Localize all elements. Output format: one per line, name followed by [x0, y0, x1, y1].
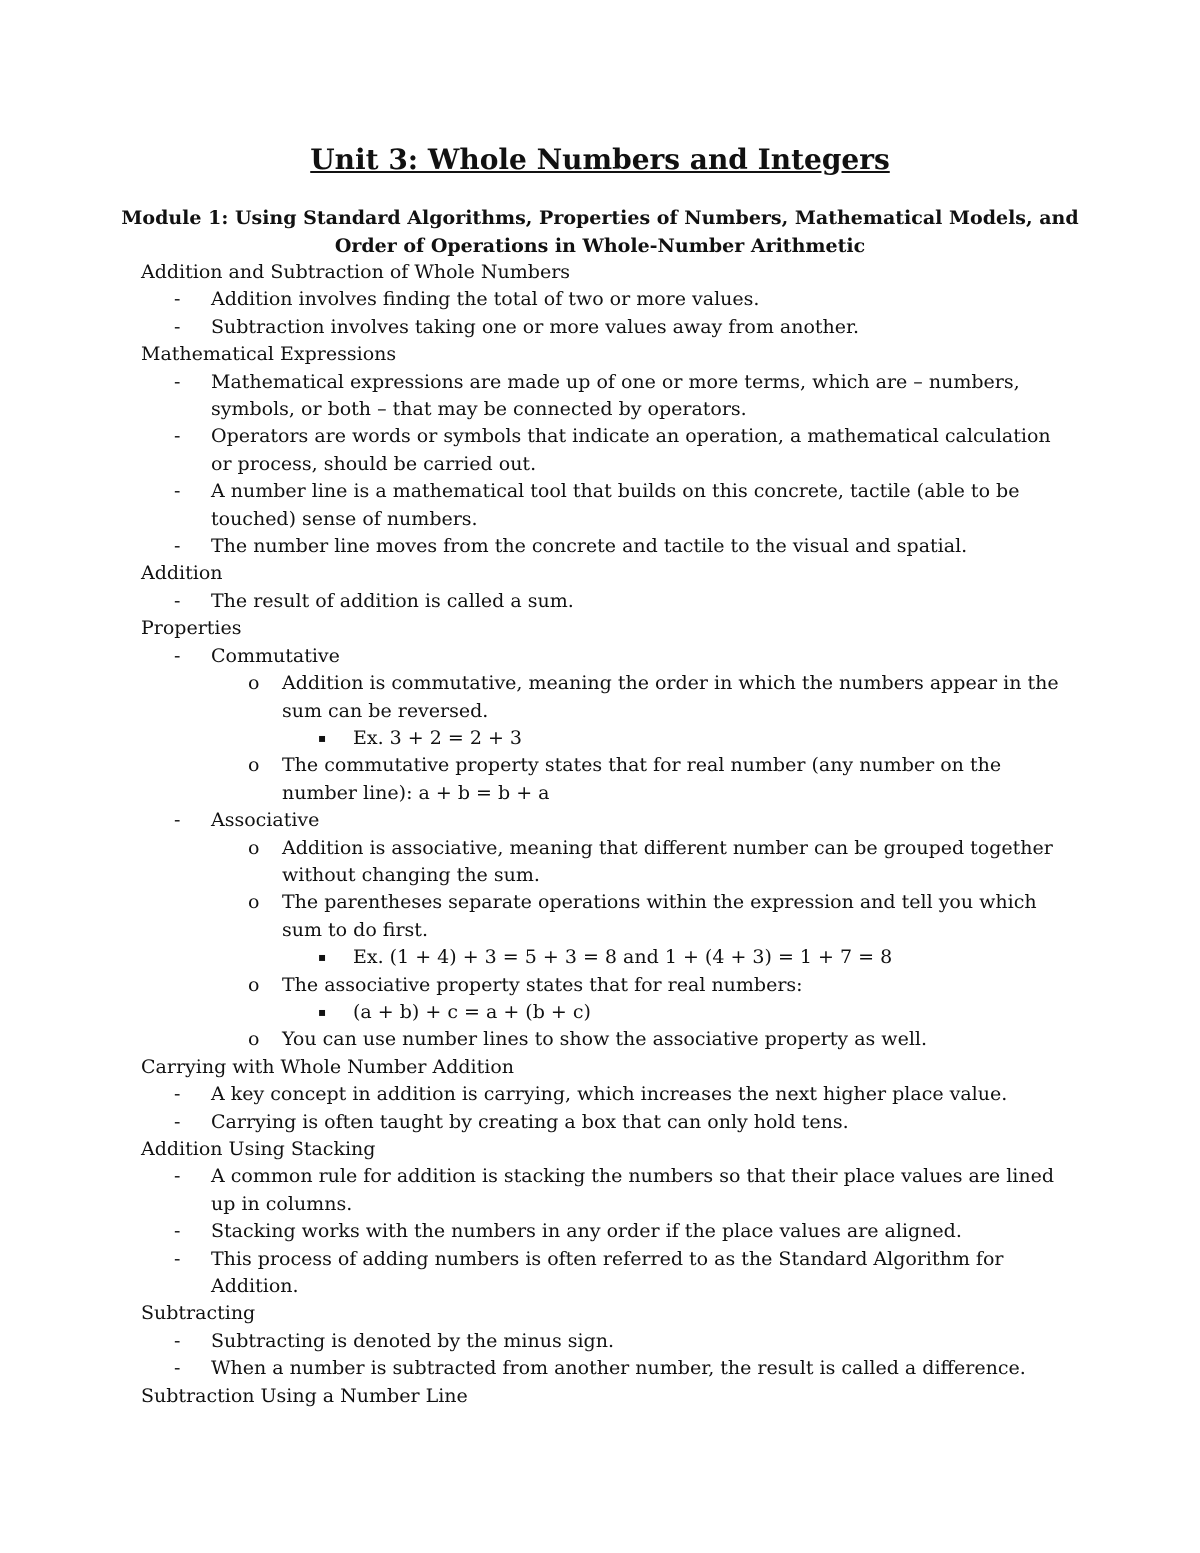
circle-bullet: o	[248, 836, 260, 859]
section-heading-expressions: Mathematical Expressions	[141, 343, 397, 366]
dash-bullet: -	[174, 589, 181, 612]
properties-list	[141, 643, 1071, 1054]
dash-bullet: -	[174, 1083, 181, 1106]
dash-bullet: -	[174, 809, 181, 832]
list-item: - When a number is subtracted from another number, the result is called a difference.	[141, 1355, 1071, 1382]
dash-bullet: -	[174, 1110, 181, 1133]
notes-body	[141, 259, 1071, 1410]
section-heading-addition: Addition	[141, 562, 223, 585]
dash-bullet: -	[174, 1220, 181, 1243]
sub-list-item: o The associative property states that for real numbers: ▪ (a + b) + c = a + (b + c)	[211, 972, 1071, 1027]
circle-bullet: o	[248, 754, 260, 777]
dash-bullet: -	[174, 370, 181, 393]
list-item: - Mathematical expressions are made up of one or more terms, which are – numbers, symbols, or both – that may be connected by operators.	[174, 370, 1020, 421]
sub-list-item: o The commutative property states that for real number (any number on the number line): a + b = b + a	[248, 754, 1002, 804]
list-item: - This process of adding numbers is often referred to as the Standard Algorithm for Addition.	[174, 1247, 1004, 1298]
list-item: - Subtracting is denoted by the minus sign.	[141, 1328, 1071, 1355]
stacking-list	[141, 1163, 1071, 1300]
list-item: - Carrying is often taught by creating a box that can only hold tens.	[141, 1109, 1071, 1136]
sub-list-item: o The parentheses separate operations within the expression and tell you which sum to do first. ▪ Ex. (1 + 4) + 3 = 5 + 3 = 8 and 1 + (4 + 3) = 1 + 7 = 8	[211, 889, 1071, 971]
list-item: - The result of addition is called a sum.	[141, 588, 1071, 615]
circle-bullet: o	[248, 672, 260, 695]
section-heading-subtracting: Subtracting	[141, 1302, 256, 1325]
module-heading	[120, 204, 1080, 260]
commutative-sublist	[211, 670, 1071, 807]
dash-bullet: -	[174, 1247, 181, 1270]
sub-list-item: o Addition is associative, meaning that different number can be grouped together without changing the sum.	[248, 836, 1053, 886]
expressions-list	[141, 369, 1071, 561]
list-item: - Operators are words or symbols that indicate an operation, a mathematical calculation or process, should be carried out.	[174, 425, 1051, 475]
module-heading-line-1: Module 1: Using Standard Algorithms, Properties of Numbers, Mathematical Models, and	[121, 207, 1079, 229]
list-item: - A common rule for addition is stacking the numbers so that their place values are lined up in columns.	[174, 1165, 1055, 1215]
square-bullet: ▪	[318, 950, 327, 965]
example-item: ▪ Ex. 3 + 2 = 2 + 3	[282, 725, 1071, 752]
circle-bullet: o	[248, 1028, 260, 1051]
dash-bullet: -	[174, 288, 181, 311]
carrying-list	[141, 1081, 1071, 1136]
square-bullet: ▪	[318, 730, 327, 745]
sub-list-item: o Addition is commutative, meaning the order in which the numbers appear in the sum can be reversed. ▪ Ex. 3 + 2 = 2 + 3	[211, 670, 1071, 752]
list-item: - A number line is a mathematical tool that builds on this concrete, tactile (able to be touched) sense of numbers.	[174, 480, 1020, 530]
circle-bullet: o	[248, 891, 260, 914]
dash-bullet: -	[174, 1165, 181, 1188]
dash-bullet: -	[174, 315, 181, 338]
module-heading-line-2: Order of Operations in Whole-Number Arithmetic	[334, 235, 866, 257]
list-item-associative: - Associative o Addition is associative, meaning that different number can be grouped together without changing the sum. o The parentheses separate operations within the expression and tell you which sum to do first. ▪ Ex. (1 + 4) + 3 = 5 + 3 = 8 and 1 + (4 + 3) = 1 + 7 = 8 o The associative property states that for real numbers: ▪ (a + b) + c = a + (b + c) o You can use number lines to show the associative property as well.	[141, 807, 1071, 1054]
section-heading-properties: Properties	[141, 617, 242, 640]
list-item: - A key concept in addition is carrying, which increases the next higher place value.	[141, 1081, 1071, 1108]
circle-bullet: o	[248, 973, 260, 996]
example-item: ▪ Ex. (1 + 4) + 3 = 5 + 3 = 8 and 1 + (4 + 3) = 1 + 7 = 8	[282, 944, 1071, 971]
dash-bullet: -	[174, 644, 181, 667]
list-item: - Addition involves finding the total of two or more values.	[141, 286, 1071, 313]
dash-bullet: -	[174, 425, 181, 448]
sub-list-item: o You can use number lines to show the associative property as well.	[211, 1026, 1071, 1053]
section-heading-addition-subtraction: Addition and Subtraction of Whole Numbers	[141, 261, 571, 283]
page-title: Unit 3: Whole Numbers and Integers	[310, 143, 890, 176]
example-item: ▪ (a + b) + c = a + (b + c)	[282, 999, 1071, 1026]
addition-subtraction-list	[141, 286, 1071, 341]
subtracting-list	[141, 1328, 1071, 1383]
associative-sublist	[211, 835, 1071, 1054]
list-item: - Subtraction involves taking one or more values away from another.	[141, 314, 1071, 341]
dash-bullet: -	[174, 535, 181, 558]
dash-bullet: -	[174, 1357, 181, 1380]
section-heading-carrying: Carrying with Whole Number Addition	[141, 1055, 515, 1078]
dash-bullet: -	[174, 1329, 181, 1352]
list-item-commutative: - Commutative o Addition is commutative, meaning the order in which the numbers appear in the sum can be reversed. ▪ Ex. 3 + 2 = 2 + 3 o The commutative property states that for real number (any number on the number line): a + b = b + a	[141, 643, 1071, 807]
list-item: - The number line moves from the concrete and tactile to the visual and spatial.	[141, 533, 1071, 560]
section-heading-number-line: Subtraction Using a Number Line	[141, 1384, 468, 1407]
section-heading-stacking: Addition Using Stacking	[141, 1138, 376, 1160]
dash-bullet: -	[174, 480, 181, 503]
addition-list	[141, 588, 1071, 615]
list-item: - Stacking works with the numbers in any order if the place values are aligned.	[141, 1218, 1071, 1245]
square-bullet: ▪	[318, 1004, 327, 1019]
